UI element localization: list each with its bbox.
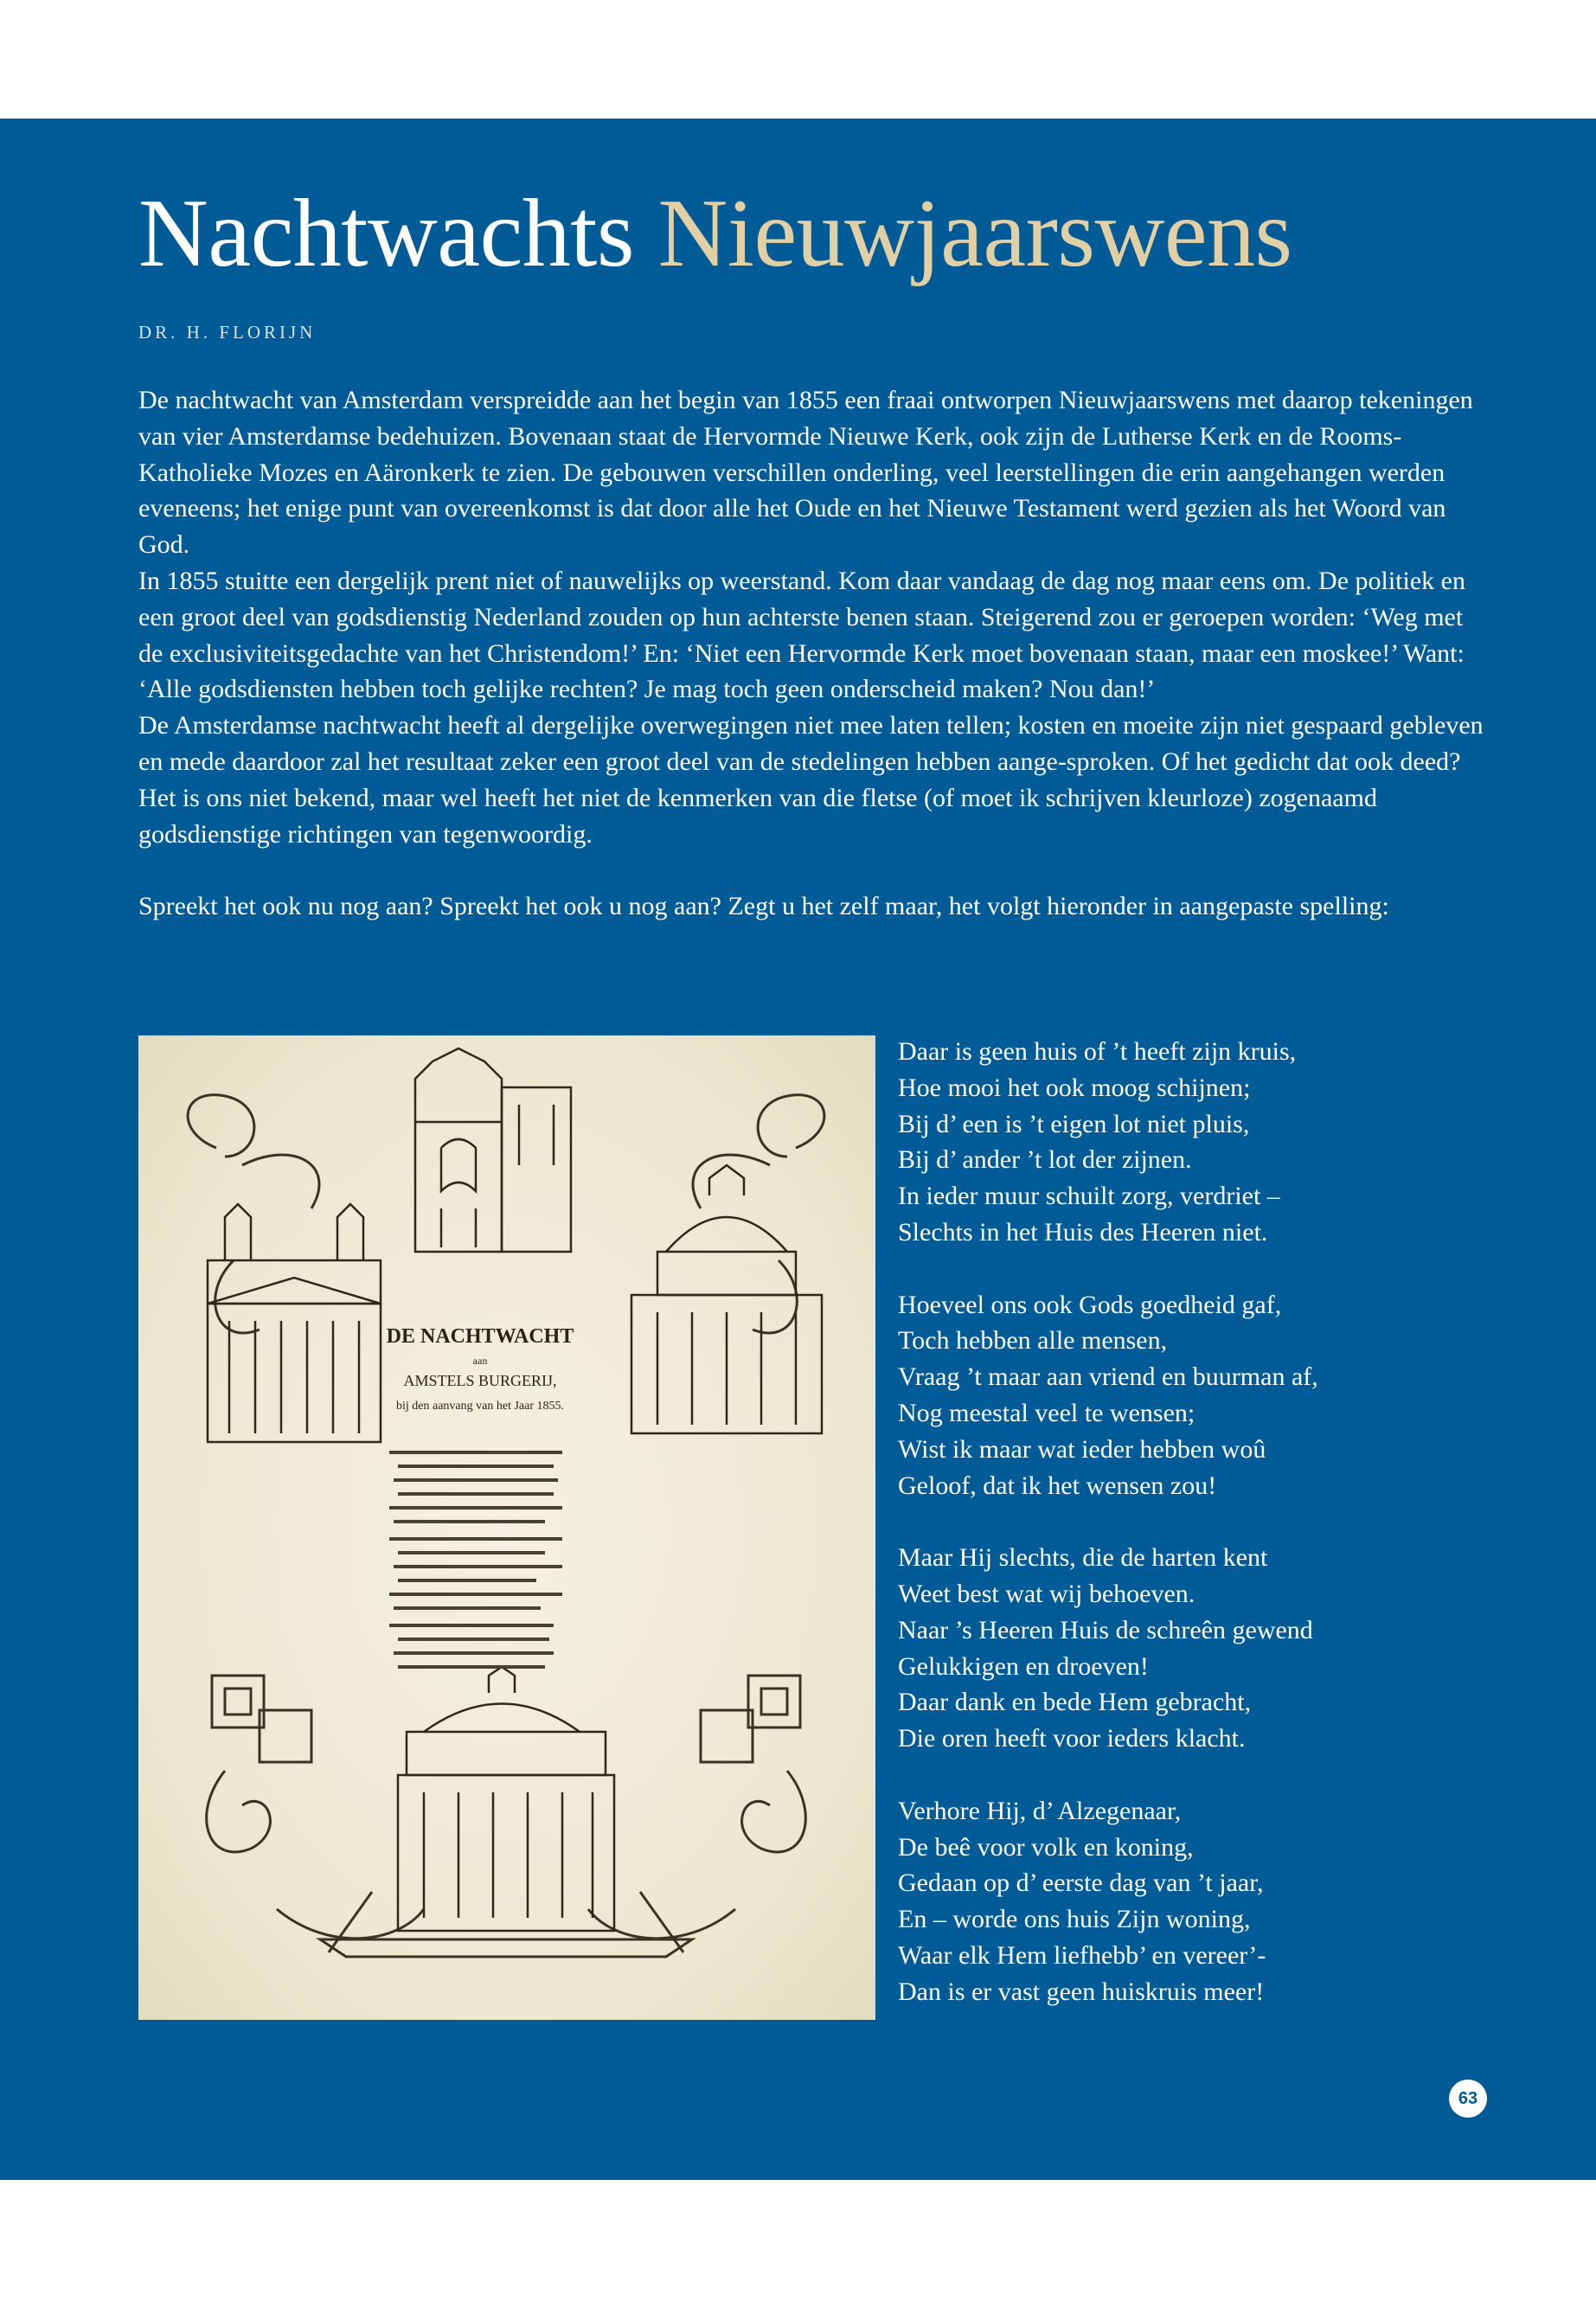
- poem-line: Verhore Hij, d’ Alzegenaar,: [898, 1796, 1182, 1825]
- poem-line: En – worde ons huis Zijn woning,: [898, 1905, 1251, 1934]
- church-left-mozes-aaronkerk: [208, 1204, 381, 1442]
- poem-line: Daar dank en bede Hem gebracht,: [898, 1688, 1252, 1717]
- title-part-gold: Nieuwjaarswens: [657, 180, 1292, 287]
- poem-line: Toch hebben alle mensen,: [898, 1326, 1168, 1356]
- nachtwacht-print-illustration: [138, 1035, 875, 2020]
- poem-text-block: [389, 1451, 562, 1669]
- poem-line: In ieder muur schuilt zorg, verdriet –: [898, 1182, 1280, 1211]
- print-caption: bij den aanvang van het Jaar 1855.: [396, 1400, 564, 1413]
- poem-stanza: [898, 1793, 1503, 2010]
- engraving-drawing: [138, 1035, 875, 2020]
- ornament-scrolls: [188, 1095, 824, 1957]
- poem-line: Geloof, dat ik het wensen zou!: [898, 1471, 1217, 1500]
- intro-text: [138, 382, 1488, 925]
- poem-line: Bij d’ ander ’t lot der zijnen.: [898, 1145, 1192, 1175]
- print-subheading: AMSTELS BURGERIJ,: [403, 1372, 557, 1389]
- poem-line: Gelukkigen en droeven!: [898, 1651, 1149, 1681]
- intro-paragraph: Spreekt het ook nu nog aan? Spreekt het ook u nog aan? Zegt u het zelf maar, het volgt hieronder in aangepaste spelling:: [138, 892, 1389, 921]
- poem-line: Maar Hij slechts, die de harten kent: [898, 1543, 1268, 1573]
- poem-line: Die oren heeft voor ieders klacht.: [898, 1724, 1246, 1753]
- intro-paragraph: In 1855 stuitte een dergelijk prent niet of nauwelijks op weerstand. Kom daar vandaag de dag nog maar eens om. De politiek en een groot deel van godsdienstig Nederland zouden op hun achterste benen staan. Steigerend zou er geroepen worden: ‘Weg met de exclusiviteitsgedachte van het Christendom!’ En: ‘Niet een Hervormde Kerk moet bovenaan staan, maar een moskee!’ Want: ‘Alle godsdiensten hebben toch gelijke rechten? Je mag toch geen onderscheid maken? Nou dan!’: [138, 566, 1465, 704]
- poem-line: Bij d’ een is ’t eigen lot niet pluis,: [898, 1109, 1250, 1138]
- poem-line: Hoeveel ons ook Gods goedheid gaf,: [898, 1290, 1282, 1319]
- poem-stanza: [898, 1540, 1503, 1757]
- poem-stanza: [898, 1034, 1503, 1251]
- church-right-ronde-lutherse-kerk: [631, 1165, 822, 1433]
- poem-line: Daar is geen huis of ’t heeft zijn kruis,: [898, 1037, 1297, 1066]
- poem: [898, 1034, 1503, 2046]
- poem-line: Wist ik maar wat ieder hebben woû: [898, 1434, 1266, 1464]
- poem-line: De beê voor volk en koning,: [898, 1832, 1194, 1862]
- print-subheading-small: aan: [472, 1355, 488, 1367]
- page-number-badge: 63: [1449, 2080, 1487, 2118]
- poem-line: Weet best wat wij behoeven.: [898, 1579, 1195, 1608]
- poem-stanza: [898, 1287, 1503, 1504]
- poem-line: Gedaan op d’ eerste dag van ’t jaar,: [898, 1868, 1264, 1898]
- building-bottom: [398, 1667, 614, 1931]
- author-byline: DR. H. FLORIJN: [138, 322, 317, 343]
- poem-line: Vraag ’t maar aan vriend en buurman af,: [898, 1362, 1318, 1392]
- poem-line: Slechts in het Huis des Heeren niet.: [898, 1217, 1268, 1247]
- poem-line: Hoe mooi het ook moog schijnen;: [898, 1073, 1251, 1102]
- poem-line: Naar ’s Heeren Huis de schreên gewend: [898, 1615, 1313, 1644]
- poem-line: Nog meestal veel te wensen;: [898, 1398, 1195, 1427]
- poem-line: Dan is er vast geen huiskruis meer!: [898, 1977, 1265, 2006]
- article-title: [138, 173, 1292, 294]
- print-heading: DE NACHTWACHT: [386, 1325, 574, 1348]
- church-top-nieuwe-kerk: [415, 1048, 571, 1252]
- poem-line: Waar elk Hem liefhebb’ en vereer’-: [898, 1940, 1266, 1970]
- title-part-white: Nachtwachts: [138, 180, 634, 287]
- intro-paragraph: De Amsterdamse nachtwacht heeft al dergelijke overwegingen niet mee laten tellen; kosten en moeite zijn niet gespaard gebleven en mede daardoor zal het resultaat zeker een groot deel van de stedelingen hebben aange-sproken. Of het gedicht dat ook deed? Het is ons niet bekend, maar wel heeft het niet de kenmerken van die fletse (of moet ik schrijven kleurloze) zogenaamd godsdienstige richtingen van tegenwoordig.: [138, 711, 1484, 849]
- intro-paragraph: De nachtwacht van Amsterdam verspreidde aan het begin van 1855 een fraai ontworpen Nieuwjaarswens met daarop tekeningen van vier Amsterdamse bedehuizen. Bovenaan staat de Hervormde Nieuwe Kerk, ook zijn de Lutherse Kerk en de Rooms-Katholieke Mozes en Aäronkerk te zien. De gebouwen verschillen onderling, veel leerstellingen die erin aangehangen werden eveneens; het enige punt van overeenkomst is dat door alle het Oude en het Nieuwe Testament werd gezien als het Woord van God.: [138, 386, 1473, 560]
